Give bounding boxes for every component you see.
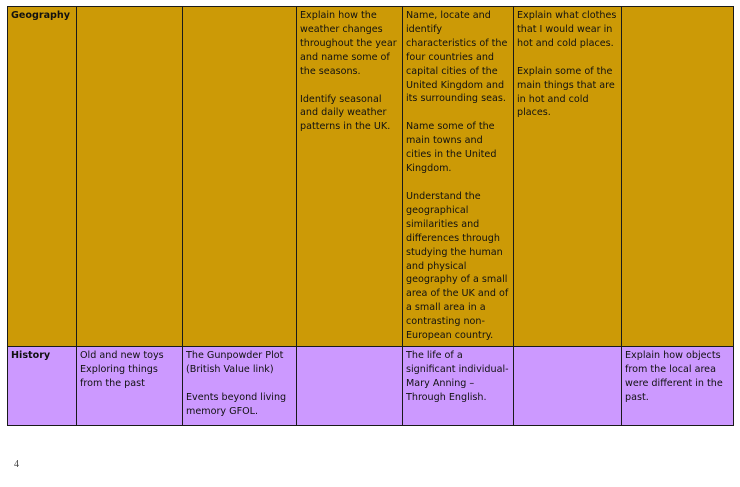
objective-text: Name, locate and identify characteristics of the four countries and capital cities of the United Kingdom and its surrounding seas. bbox=[406, 10, 508, 105]
objective-text: Identify seasonal and daily weather patterns in the UK. bbox=[300, 93, 391, 133]
geography-cell-2 bbox=[77, 7, 183, 347]
history-cell-2 bbox=[77, 347, 183, 426]
history-cell-6 bbox=[514, 347, 622, 426]
geography-cell-6 bbox=[514, 7, 622, 347]
objective-text: Name some of the main towns and cities in the United Kingdom. bbox=[406, 121, 497, 175]
history-row bbox=[8, 347, 734, 426]
objective-text: Explain some of the main things that are in hot and cold places. bbox=[517, 65, 615, 119]
geography-cell-5 bbox=[403, 7, 514, 347]
geography-cell-4 bbox=[297, 7, 403, 347]
geography-cell-7 bbox=[622, 7, 734, 347]
objective-text: Understand the geographical similarities and differences through studying the human and physical geography of a small area of the UK and of a small area in a contrasting non-European country. bbox=[406, 190, 509, 342]
history-cell-7 bbox=[622, 347, 734, 426]
geography-cell-3 bbox=[183, 7, 297, 347]
objective-text: Events beyond living memory GFOL. bbox=[186, 391, 287, 417]
objective-text: The life of a significant individual- Mary Anning – Through English. bbox=[406, 350, 509, 403]
history-cell-5 bbox=[403, 347, 514, 426]
geography-row bbox=[8, 7, 734, 347]
geography-subject-cell bbox=[8, 7, 77, 347]
objective-text: Explain how objects from the local area were different in the past. bbox=[625, 350, 723, 403]
curriculum-table bbox=[7, 6, 734, 426]
history-cell-4 bbox=[297, 347, 403, 426]
subject-label: Geography bbox=[11, 10, 70, 21]
objective-text: Explain what clothes that I would wear in hot and cold places. bbox=[517, 10, 617, 49]
page-number: 4 bbox=[14, 459, 19, 470]
objective-text: The Gunpowder Plot (British Value link) bbox=[186, 350, 284, 375]
objective-text: Explain how the weather changes throughout the year and name some of the seasons. bbox=[300, 10, 397, 77]
objective-text: Old and new toys Exploring things from the past bbox=[80, 350, 164, 389]
subject-label: History bbox=[11, 350, 51, 361]
history-subject-cell bbox=[8, 347, 77, 426]
history-cell-3 bbox=[183, 347, 297, 426]
